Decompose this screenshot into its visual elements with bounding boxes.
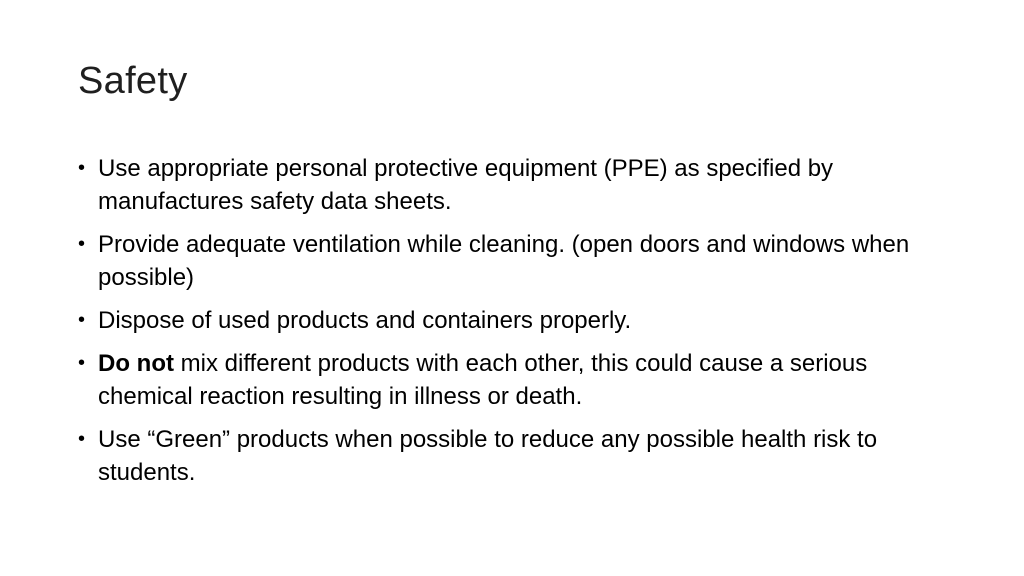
bullet-icon: • <box>78 428 86 450</box>
slide-title: Safety <box>78 60 188 102</box>
bullet-text: mix different products with each other, this could cause a serious chemical reaction resulting in illness or death. <box>98 350 868 410</box>
bullet-text-container <box>98 350 867 410</box>
bullet-emphasis: Do not <box>98 350 174 377</box>
bullet-text: Dispose of used products and containers properly. <box>98 307 632 334</box>
bullet-item <box>78 228 958 294</box>
bullet-item <box>78 152 958 218</box>
bullet-text: Use “Green” products when possible to reduce any possible health risk to students. <box>98 426 878 486</box>
bullet-icon: • <box>78 352 86 374</box>
bullet-icon: • <box>78 233 86 255</box>
bullet-item <box>78 304 958 337</box>
bullet-icon: • <box>78 309 86 331</box>
bullet-item <box>78 347 958 413</box>
bullet-text: Provide adequate ventilation while cleaning. (open doors and windows when possible) <box>98 231 910 291</box>
bullet-text: Use appropriate personal protective equipment (PPE) as specified by manufactures safety data sheets. <box>98 155 834 215</box>
bullet-list <box>78 152 958 499</box>
bullet-icon: • <box>78 157 86 179</box>
bullet-item <box>78 423 958 489</box>
